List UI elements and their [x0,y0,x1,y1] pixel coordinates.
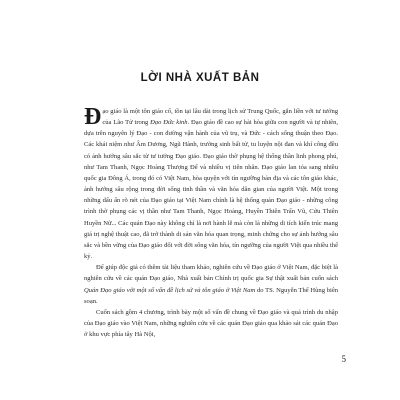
paragraph-1-italic: Đạo Đức kinh [150,119,188,127]
paragraph-2-text-a: Để giúp độc giả có thêm tài liệu tham khảo, nghiên cứu về Đạo giáo ở Việt Nam, đặc biệt là nghiên cứu về các quán Đạo giáo, Nhà xuất bản Chính trị quốc gia Sự thật xuất bản cuốn sách [84,264,338,283]
paragraph-1-text-b: . Đạo giáo đề cao sự hài hòa giữa con người và tự nhiên, dựa trên nguyên lý Đạo - con đường vận hành của vũ trụ, và Đức - cách sống thuận theo Đạo. Các khái niệm như Âm Dương, Ngũ Hành, trường sinh bất tử, tu luyện nội đan và khí công đều có ảnh hưởng sâu sắc từ tư tưởng Đạo giáo. Đạo giáo thờ phụng hệ thống thần linh phong phú, như Tam Thanh, Ngọc Hoàng Thượng Đế và nhiều vị tiên nhân. Đạo giáo lan tỏa sang nhiều quốc gia Đông Á, trong đó có Việt Nam, hòa quyện với tín ngưỡng bản địa và các tôn giáo khác, ảnh hưởng sâu rộng trong đời sống tinh thần và văn hóa dân gian của người Việt. Một trong những dấu ấn rõ nét của Đạo giáo tại Việt Nam chính là hệ thống quán Đạo giáo - những công trình thờ phụng các vị thần như Tam Thanh, Ngọc Hoàng, Huyền Thiên Trấn Vũ, Cửu Thiên Huyền Nữ... Các quán Đạo này không chỉ là nơi hành lễ mà còn là những di tích kiến trúc mang giá trị nghệ thuật cao, đã trở thành di sản văn hóa quan trọng, minh chứng cho sự ảnh hưởng sâu sắc và bền vững của Đạo giáo đối với đời sống văn hóa, tín ngưỡng của người Việt qua nhiều thế kỷ. [84,119,338,261]
body-text [84,106,338,340]
paragraph-3-text: Cuốn sách gồm 4 chương, trình bày một số vấn đề chung về Đạo giáo và quá trình du nhập của Đạo giáo vào Việt Nam, những nghiên cứu về các quán Đạo giáo qua khảo sát các quán Đạo ở khu vực phía tây Hà Nội, [84,308,338,339]
paragraph-2-text-b: do TS. Nguyễn Thế Hùng biên soạn. [84,286,338,305]
paragraph-1-text-a: ạo giáo là một tôn giáo cổ, tồn tại lâu dài trong lịch sử Trung Quốc, gắn liền với tư tưởng của Lão Tử trong [102,108,338,127]
paragraph-2 [84,262,338,307]
book-title-italic: Quán Đạo giáo với một số vấn đề lịch sử và tôn giáo ở Việt Nam [84,286,256,294]
page-number: 5 [341,354,346,364]
drop-cap: Đ [84,104,102,130]
page-title: LỜI NHÀ XUẤT BẢN [140,72,260,84]
paragraph-3 [84,307,338,340]
paragraph-1 [84,106,338,262]
